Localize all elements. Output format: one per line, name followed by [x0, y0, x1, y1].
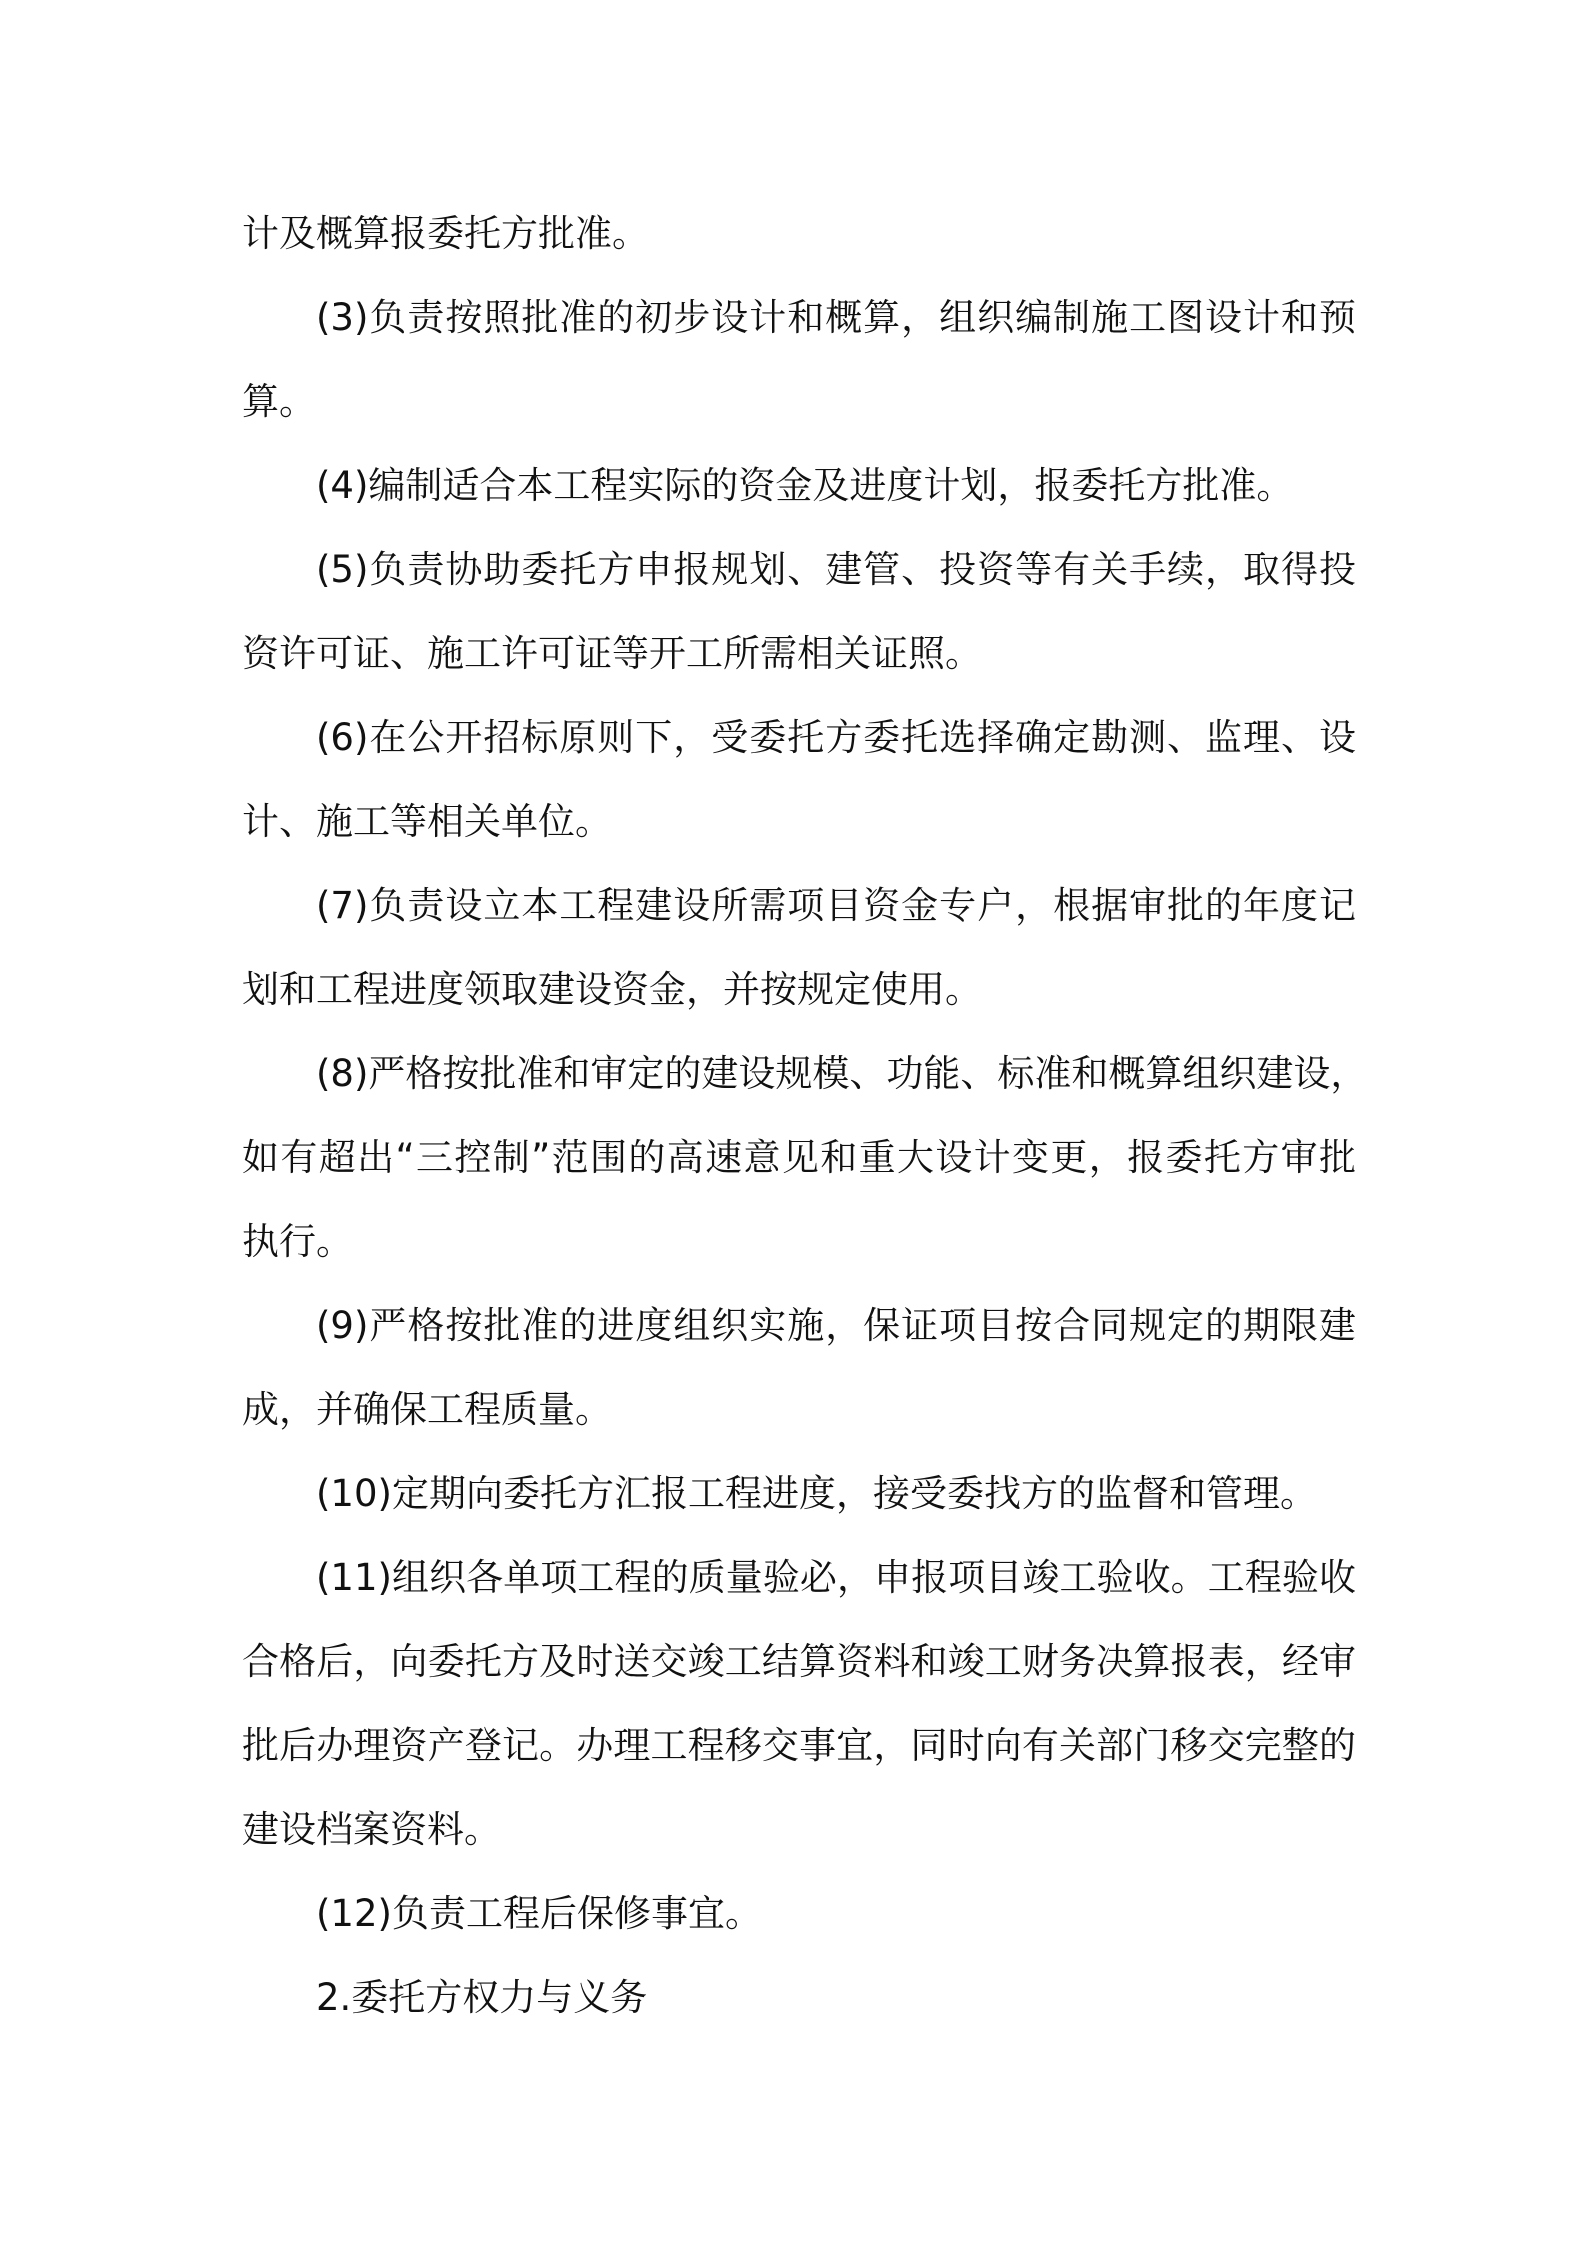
paragraph-item-6-line-2: 计、施工等相关单位。: [242, 800, 612, 843]
paragraph-item-10: (10)定期向委托方汇报工程进度，接受委找方的监督和管理。: [316, 1472, 1317, 1515]
paragraph-item-12: (12)负责工程后保修事宜。: [316, 1892, 762, 1935]
paragraph-item-8-line-3: 执行。: [242, 1220, 353, 1263]
paragraph-item-11-line-1: (11)组织各单项工程的质量验必，申报项目竣工验收。工程验收: [316, 1556, 1356, 1599]
paragraph-item-4: (4)编制适合本工程实际的资金及进度计划，报委托方批准。: [316, 464, 1294, 507]
paragraph-item-7-line-1: (7)负责设立本工程建设所需项目资金专户，根据审批的年度记: [316, 884, 1356, 927]
paragraph-item-6-line-1: (6)在公开招标原则下，受委托方委托选择确定勘测、监理、设: [316, 716, 1356, 759]
paragraph-item-3-line-1: (3)负责按照批准的初步设计和概算，组织编制施工图设计和预: [316, 296, 1356, 339]
paragraph-item-5-line-2: 资许可证、施工许可证等开工所需相关证照。: [242, 632, 982, 675]
paragraph-item-11-line-3: 批后办理资产登记。办理工程移交事宜，同时向有关部门移交完整的: [242, 1724, 1356, 1767]
document-body: [242, 192, 1368, 2040]
section-heading: 2.委托方权力与义务: [316, 1976, 648, 2019]
paragraph-item-7-line-2: 划和工程进度领取建设资金，并按规定使用。: [242, 968, 982, 1011]
paragraph-item-8-line-2: 如有超出“三控制”范围的高速意见和重大设计变更，报委托方审批: [242, 1136, 1356, 1179]
paragraph-item-8-line-1: (8)严格按批准和审定的建设规模、功能、标准和概算组织建设，: [316, 1052, 1368, 1095]
paragraph-item-9-line-1: (9)严格按批准的进度组织实施，保证项目按合同规定的期限建: [316, 1304, 1356, 1347]
paragraph-item-11-line-4: 建设档案资料。: [242, 1808, 501, 1851]
paragraph-item-11-line-2: 合格后，向委托方及时送交竣工结算资料和竣工财务决算报表，经审: [242, 1640, 1356, 1683]
paragraph-item-5-line-1: (5)负责协助委托方申报规划、建管、投资等有关手续，取得投: [316, 548, 1356, 591]
text-line: 计及概算报委托方批准。: [242, 212, 649, 255]
paragraph-item-9-line-2: 成，并确保工程质量。: [242, 1388, 612, 1431]
paragraph-item-3-line-2: 算。: [242, 380, 316, 423]
